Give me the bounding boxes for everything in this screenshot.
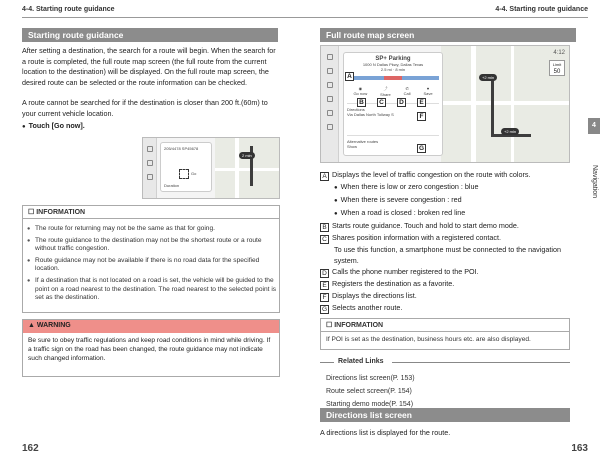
step-text: ● Touch [Go now]. bbox=[22, 121, 280, 133]
warning-icon: ▲ bbox=[28, 322, 35, 329]
map-area bbox=[441, 46, 569, 162]
section-title-directions: Directions list screen bbox=[320, 408, 570, 422]
warning-text: Be sure to obey traffic regulations and keep road conditions in mind while driving. If a traffic sign on the road has been changed, the route guidance may not indicate such changed information. bbox=[28, 337, 271, 362]
right-page bbox=[300, 0, 600, 462]
description-e: E Registers the destination as a favorite. bbox=[320, 278, 570, 290]
go-now-highlight bbox=[179, 169, 189, 179]
call-button[interactable]: ✆ Call bbox=[403, 86, 411, 96]
description-c: C Shares position information with a registered contact. bbox=[320, 232, 570, 244]
related-links-list bbox=[326, 372, 415, 411]
callout-f: F bbox=[417, 112, 426, 121]
callout-a: A bbox=[345, 72, 354, 81]
map-area bbox=[215, 138, 279, 198]
information-box bbox=[320, 318, 570, 350]
full-route-map-screenshot bbox=[320, 45, 570, 163]
action-row bbox=[347, 86, 439, 97]
warning-heading: ▲ WARNING bbox=[23, 320, 279, 333]
directions-row[interactable]: Directions Via Dallas North Tollway S bbox=[347, 103, 439, 117]
section-title: Full route map screen bbox=[320, 28, 576, 42]
poi-place: 205/4478 SP45678 bbox=[164, 146, 199, 151]
congestion-item: ● When a road is closed : broken red line bbox=[320, 207, 570, 220]
related-links-title: Related Links bbox=[338, 358, 384, 365]
callout-c: C bbox=[377, 98, 386, 107]
share-note: To use this function, a smartphone must be connected to the navigation system. bbox=[334, 245, 561, 265]
route-pill: 2 min bbox=[239, 152, 255, 159]
note-paragraph: A route cannot be searched for if the destination is closer than 200 ft.(60m) to your current vehicle location. bbox=[22, 98, 268, 118]
poi-card bbox=[160, 142, 212, 192]
share-button[interactable]: ⤴ Share bbox=[380, 86, 391, 97]
screen-sidebar bbox=[143, 138, 157, 198]
related-link[interactable]: Route select screen(P. 154) bbox=[326, 388, 412, 395]
congestion-item: ● When there is severe congestion : red bbox=[320, 194, 570, 207]
information-heading: ☐ INFORMATION bbox=[321, 319, 569, 332]
info-item: ● The route guidance to the destination may not be the shortest route or a route without traffic congestion. bbox=[23, 237, 279, 254]
clock: 4:12 bbox=[553, 50, 565, 56]
warning-box bbox=[22, 319, 280, 377]
route-pill: +2 min bbox=[501, 128, 519, 135]
related-link[interactable]: Directions list screen(P. 153) bbox=[326, 375, 415, 382]
callout-b: B bbox=[357, 98, 366, 107]
callout-g: G bbox=[418, 145, 425, 152]
header-rule bbox=[22, 17, 300, 18]
running-head: 4-4. Starting route guidance bbox=[22, 6, 115, 13]
poi-address: 1000 N Dallas Pkwy, Dallas Texas bbox=[362, 62, 424, 67]
description-list bbox=[320, 169, 570, 314]
description-b: B Starts route guidance. Touch and hold to start demo mode. bbox=[320, 220, 570, 232]
poi-distance: 2.5 mi · 8 min bbox=[380, 67, 406, 72]
traffic-bar bbox=[347, 76, 439, 80]
page-number: 163 bbox=[571, 443, 588, 454]
information-text: If POI is set as the destination, business hours etc. are also displayed. bbox=[326, 336, 531, 343]
route-pill: +2 min bbox=[479, 74, 497, 81]
duration-label: Duration bbox=[164, 183, 180, 188]
callout-d: D bbox=[397, 98, 406, 107]
description-d: D Calls the phone number registered to the POI. bbox=[320, 266, 570, 278]
running-head: 4-4. Starting route guidance bbox=[495, 6, 588, 13]
description-g: G Selects another route. bbox=[321, 303, 403, 313]
chapter-side-label: Navigation bbox=[591, 165, 598, 199]
description-a: A Displays the level of traffic congestion on the route with colors. bbox=[320, 169, 570, 181]
congestion-item: ● When there is low or zero congestion : blue bbox=[320, 181, 570, 194]
related-link[interactable]: Starting demo mode(P. 154) bbox=[326, 401, 414, 408]
information-box bbox=[22, 205, 280, 313]
info-item: ● Route guidance may not be available if there is no road data for the specified location. bbox=[23, 257, 279, 274]
info-item: ● If a destination that is not located on a road is set, the vehicle will be guided to the point on a road nearest to the destination. The road nearest to the selected point is set as the destination. bbox=[23, 277, 279, 303]
information-heading: ☐ INFORMATION bbox=[23, 206, 279, 219]
section-title: Starting route guidance bbox=[22, 28, 278, 42]
speed-limit-sign: Limit 50 bbox=[549, 60, 565, 76]
page-number: 162 bbox=[22, 443, 39, 454]
alternative-routes-row[interactable]: Alternative routes Show bbox=[347, 135, 439, 149]
go-now-screenshot bbox=[142, 137, 280, 199]
screen-sidebar bbox=[321, 46, 339, 162]
go-now-button[interactable]: ◉ Go now bbox=[353, 86, 368, 96]
save-button[interactable]: ♥ Save bbox=[423, 86, 433, 96]
chapter-tab: 4 bbox=[588, 118, 600, 134]
description-f: F Displays the directions list. bbox=[320, 290, 570, 302]
poi-name: SP+ Parking bbox=[375, 56, 411, 62]
header-rule bbox=[300, 17, 588, 18]
callout-e: E bbox=[417, 98, 426, 107]
go-label: Go bbox=[191, 171, 197, 176]
info-item: ● The route for returning may not be the same as that for going. bbox=[23, 225, 279, 234]
directions-text: A directions list is displayed for the route. bbox=[320, 428, 451, 437]
intro-paragraph: After setting a destination, the search for a route will begin. When the search for a route is completed, the full route map screen (the full route from the current location to the destination) will be displayed. On the full route map screen, the desired route can be selected or the route information can be checked. bbox=[22, 46, 276, 87]
